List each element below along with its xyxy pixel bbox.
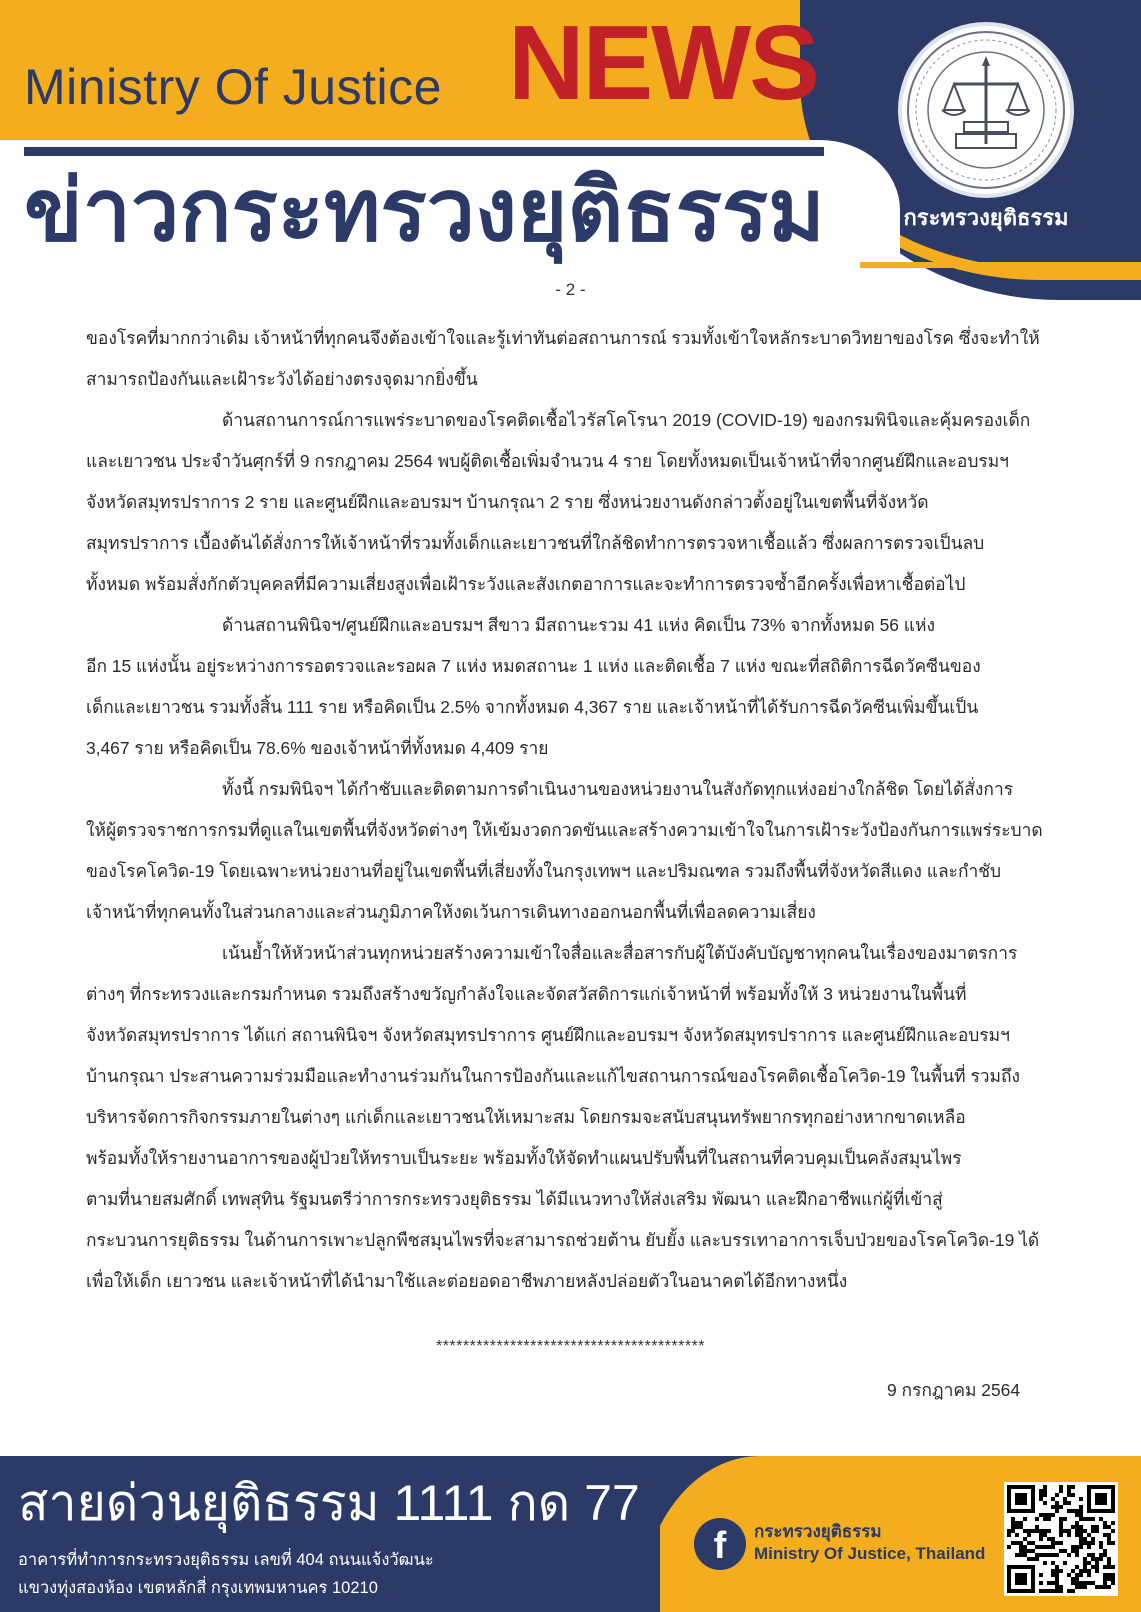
header-gold-divider <box>860 262 1141 268</box>
address-line-1: อาคารที่ทำการกระทรวงยุติธรรม เลขที่ 404 ถนนแจ้งวัฒนะ <box>18 1551 434 1569</box>
qr-code-icon[interactable] <box>1004 1482 1118 1596</box>
body-line: ตามที่นายสมศักดิ์ เทพสุทิน รัฐมนตรีว่าการกระทรวงยุติธรรม ได้มีแนวทางให้ส่งเสริม พัฒนา และฝึกอาชีพแก่ผู้ที่เข้าสู่ <box>86 1189 943 1209</box>
article-date: 9 กรกฎาคม 2564 <box>887 1380 1020 1400</box>
hotline-text: สายด่วนยุติธรรม 1111 กด 77 <box>18 1475 640 1531</box>
body-line: จังหวัดสมุทรปราการ ได้แก่ สถานพินิจฯ จังหวัดสมุทรปราการ ศูนย์ฝึกและอบรมฯ จังหวัดสมุทรปราการ และศูนย์ฝึกและอบรมฯ <box>86 1025 1010 1045</box>
body-line: จังหวัดสมุทรปราการ 2 ราย และศูนย์ฝึกและอบรมฯ บ้านกรุณา 2 ราย ซึ่งหน่วยงานดังกล่าวตั้งอยู่ในเขตพื้นที่จังหวัด <box>86 492 929 512</box>
body-line: เจ้าหน้าที่ทุกคนทั้งในส่วนกลางและส่วนภูมิภาคให้งดเว้นการเดินทางออกนอกพื้นที่เพื่อลดความเสี่ยง <box>86 902 816 922</box>
body-line: เน้นย้ำให้หัวหน้าส่วนทุกหน่วยสร้างความเข้าใจสื่อและสื่อสารกับผู้ใต้บังคับบัญชาทุกคนในเรื่องของมาตรการ <box>222 943 1018 963</box>
body-line: พร้อมทั้งให้รายงานอาการของผู้ป่วยให้ทราบเป็นระยะ พร้อมทั้งให้จัดทำแผนปรับพื้นที่ในสถานที่ควบคุมเป็นคลังสมุนไพร <box>86 1148 962 1168</box>
body-line: และเยาวชน ประจำวันศุกร์ที่ 9 กรกฎาคม 2564 พบผู้ติดเชื้อเพิ่มจำนวน 4 ราย โดยทั้งหมดเป็นเจ้าหน้าที่จากศูนย์ฝึกและอบรมฯ <box>86 451 1009 471</box>
body-line: ทั้งนี้ กรมพินิจฯ ได้กำชับและติดตามการดำเนินงานของหน่วยงานในสังกัดทุกแห่งอย่างใกล้ชิด โดยได้สั่งการ <box>222 779 1014 799</box>
page-number: - 2 - <box>555 280 586 299</box>
body-line: อีก 15 แห่งนั้น อยู่ระหว่างการรอตรวจและรอผล 7 แห่ง หมดสถานะ 1 แห่ง และติดเชื้อ 7 แห่ง ขณะที่สถิติการฉีดวัคซีนของ <box>86 656 981 676</box>
header-divider <box>24 147 824 156</box>
footer-address <box>18 1546 434 1602</box>
ministry-seal-icon <box>898 22 1074 198</box>
body-line: ด้านสถานการณ์การแพร่ระบาดของโรคติดเชื้อไวรัสโคโรนา 2019 (COVID-19) ของกรมพินิจและคุ้มครองเด็ก <box>222 410 1031 430</box>
body-line: ของโรคที่มากกว่าเดิม เจ้าหน้าที่ทุกคนจึงต้องเข้าใจและรู้เท่าทันต่อสถานการณ์ รวมทั้งเข้าใจหลักระบาดวิทยาของโรค ซึ่งจะทำให้ <box>86 328 1040 348</box>
facebook-icon[interactable]: f <box>694 1518 746 1570</box>
body-line: สมุทรปราการ เบื้องต้นได้สั่งการให้เจ้าหน้าที่รวมทั้งเด็กและเยาวชนที่ใกล้ชิดทำการตรวจหาเชื้อแล้ว ซึ่งผลการตรวจเป็นลบ <box>86 533 985 553</box>
body-line: เด็กและเยาวชน รวมทั้งสิ้น 111 ราย หรือคิดเป็น 2.5% จากทั้งหมด 4,367 ราย และเจ้าหน้าที่ได้รับการฉีดวัคซีนเพิ่มขึ้นเป็น <box>86 697 979 717</box>
body-line: ของโรคโควิด-19 โดยเฉพาะหน่วยงานที่อยู่ในเขตพื้นที่เสี่ยงทั้งในกรุงเทพฯ และปริมณฑล รวมถึงพื้นที่จังหวัดสีแดง และกำชับ <box>86 861 1002 881</box>
body-line: 3,467 ราย หรือคิดเป็น 78.6% ของเจ้าหน้าที่ทั้งหมด 4,409 ราย <box>86 738 549 758</box>
body-line: ด้านสถานพินิจฯ/ศูนย์ฝึกและอบรมฯ สีขาว มีสถานะรวม 41 แห่ง คิดเป็น 73% จากทั้งหมด 56 แห่ง <box>222 615 935 635</box>
body-line: ให้ผู้ตรวจราชการกรมที่ดูแลในเขตพื้นที่จังหวัดต่างๆ ให้เข้มงวดกวดขันและสร้างความเข้าใจในการเฝ้าระวังป้องกันการแพร่ระบาด <box>86 820 1043 840</box>
facebook-page-name-th[interactable]: กระทรวงยุติธรรม <box>754 1522 882 1541</box>
qr-code-graphic <box>1004 1482 1118 1596</box>
article-body <box>86 318 1056 1302</box>
facebook-page-name-en[interactable]: Ministry Of Justice, Thailand <box>754 1544 986 1563</box>
body-line: สามารถป้องกันและเฝ้าระวังได้อย่างตรงจุดมากยิ่งขึ้น <box>86 369 478 389</box>
separator-stars: **************************************** <box>435 1338 706 1355</box>
seal-graphic <box>902 26 1070 194</box>
body-line: ต่างๆ ที่กระทรวงและกรมกำหนด รวมถึงสร้างขวัญกำลังใจและจัดสวัสดิการแก่เจ้าหน้าที่ พร้อมทั้งให้ 3 หน่วยงานในพื้นที่ <box>86 984 967 1004</box>
brand-title-th: ข่าวกระทรวงยุติธรรม <box>24 163 825 259</box>
brand-title-en: Ministry Of Justice <box>24 59 442 115</box>
body-line: เพื่อให้เด็ก เยาวชน และเจ้าหน้าที่ได้นำมาใช้และต่อยอดอาชีพภายหลังปล่อยตัวในอนาคตได้อีกทางหนึ่ง <box>86 1271 848 1291</box>
body-line: ทั้งหมด พร้อมสั่งกักตัวบุคคลที่มีความเสี่ยงสูงเพื่อเฝ้าระวังและสังเกตอาการและจะทำการตรวจซ้ำอีกครั้งเพื่อหาเชื้อต่อไป <box>86 574 966 594</box>
seal-caption: กระทรวงยุติธรรม <box>903 205 1069 230</box>
brand-news-word: NEWS <box>508 4 818 122</box>
body-line: กระบวนการยุติธรรม ในด้านการเพาะปลูกพืชสมุนไพรที่จะสามารถช่วยต้าน ยับยั้ง และบรรเทาอาการเจ็บป่วยของโรคโควิด-19 ได้ <box>86 1230 1040 1250</box>
address-line-2: แขวงทุ่งสองห้อง เขตหลักสี่ กรุงเทพมหานคร 10210 <box>18 1579 378 1597</box>
body-line: บริหารจัดการกิจกรรมภายในต่างๆ แก่เด็กและเยาวชนให้เหมาะสม โดยกรมจะสนับสนุนทรัพยากรทุกอย่างหากขาดเหลือ <box>86 1107 966 1127</box>
body-line: บ้านกรุณา ประสานความร่วมมือและทำงานร่วมกันในการป้องกันและแก้ไขสถานการณ์ของโรคติดเชื้อโควิด-19 ในพื้นที่ รวมถึง <box>86 1066 1021 1086</box>
